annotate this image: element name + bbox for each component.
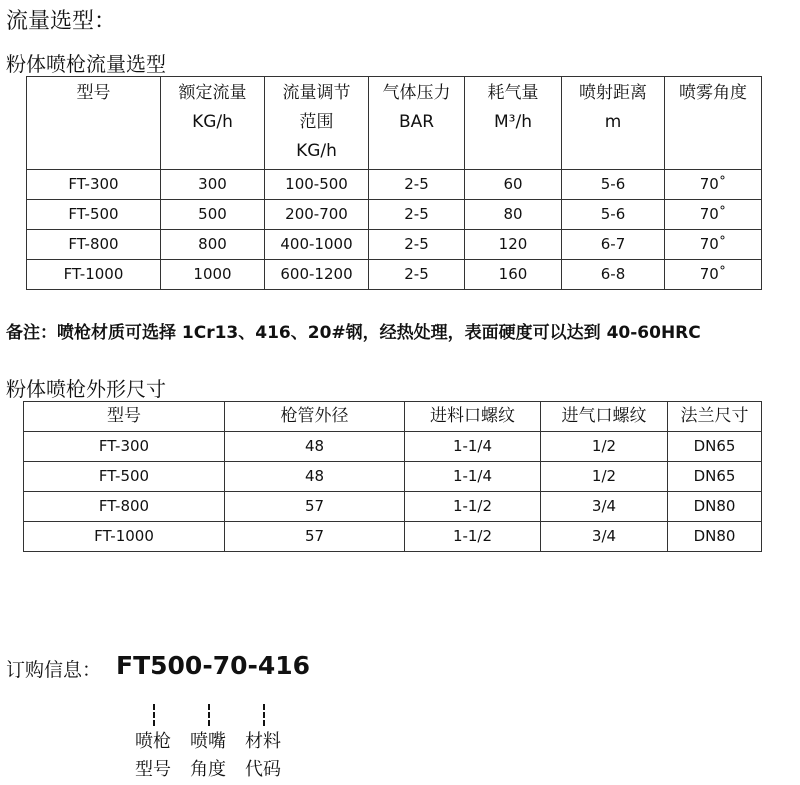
table-cell: 1/2: [541, 462, 668, 492]
table-row: [27, 200, 762, 230]
table-cell: 500: [161, 200, 265, 230]
flow-selection-table: [26, 76, 762, 290]
column-header: 进气口螺纹: [541, 402, 668, 432]
table-cell: 1/2: [541, 432, 668, 462]
table-cell: 120: [465, 230, 562, 260]
column-header: 进料口螺纹: [405, 402, 541, 432]
column-header: 喷雾角度: [665, 77, 762, 170]
table-header-row: [27, 77, 762, 170]
table1-title: 粉体喷枪流量选型: [6, 52, 166, 76]
table-cell: 2-5: [369, 200, 465, 230]
order-info-label: 订购信息：: [6, 659, 102, 681]
column-header: 型号: [27, 77, 161, 170]
material-note: 备注：喷枪材质可选择 1Cr13、416、20#钢，经热处理，表面硬度可以达到 40-60HRC: [6, 323, 701, 343]
table-cell: FT-800: [24, 492, 225, 522]
table-cell: 6-7: [562, 230, 665, 260]
table-cell: DN65: [668, 432, 762, 462]
table-cell: 100-500: [265, 170, 369, 200]
table2-title: 粉体喷枪外形尺寸: [6, 377, 166, 401]
column-header: 耗气量 M³/h: [465, 77, 562, 170]
column-header: 喷射距离 m: [562, 77, 665, 170]
table-cell: 2-5: [369, 260, 465, 290]
legend-spray-angle: 喷嘴 角度: [190, 731, 226, 780]
table-cell: 57: [225, 522, 405, 552]
table-cell: DN80: [668, 492, 762, 522]
table-row: [27, 230, 762, 260]
table-cell: 70˚: [665, 200, 762, 230]
table-cell: 80: [465, 200, 562, 230]
table-cell: 2-5: [369, 230, 465, 260]
table-row: [27, 260, 762, 290]
dimensions-table: [23, 401, 762, 552]
table-cell: 1-1/4: [405, 432, 541, 462]
table-cell: 3/4: [541, 522, 668, 552]
table-cell: FT-300: [24, 432, 225, 462]
table-cell: FT-800: [27, 230, 161, 260]
column-header: 额定流量 KG/h: [161, 77, 265, 170]
table-cell: 3/4: [541, 492, 668, 522]
table-cell: 5-6: [562, 200, 665, 230]
column-header: 流量调节 范围 KG/h: [265, 77, 369, 170]
legend-connector: [153, 704, 155, 726]
order-code-example: FT500-70-416: [116, 651, 311, 680]
table-cell: 200-700: [265, 200, 369, 230]
column-header: 型号: [24, 402, 225, 432]
legend-connector: [263, 704, 265, 726]
table-row: [24, 522, 762, 552]
table-cell: 48: [225, 462, 405, 492]
table-cell: 1000: [161, 260, 265, 290]
table-cell: 400-1000: [265, 230, 369, 260]
table-cell: FT-500: [24, 462, 225, 492]
column-header: 枪管外径: [225, 402, 405, 432]
table-cell: 1-1/2: [405, 492, 541, 522]
table-cell: FT-300: [27, 170, 161, 200]
table-cell: 70˚: [665, 230, 762, 260]
table-cell: 5-6: [562, 170, 665, 200]
table-row: [24, 492, 762, 522]
column-header: 气体压力 BAR: [369, 77, 465, 170]
legend-connector: [208, 704, 210, 726]
table-cell: 6-8: [562, 260, 665, 290]
table-cell: 48: [225, 432, 405, 462]
table-cell: 800: [161, 230, 265, 260]
table-row: [27, 170, 762, 200]
page-heading: 流量选型：: [6, 9, 117, 34]
table-cell: 57: [225, 492, 405, 522]
table-row: [24, 462, 762, 492]
table-cell: 70˚: [665, 170, 762, 200]
table-cell: 600-1200: [265, 260, 369, 290]
table-cell: 300: [161, 170, 265, 200]
legend-nozzle-model: 喷枪 型号: [135, 731, 171, 780]
table-cell: DN65: [668, 462, 762, 492]
table-cell: FT-500: [27, 200, 161, 230]
table-cell: FT-1000: [27, 260, 161, 290]
table-cell: 160: [465, 260, 562, 290]
table-cell: 1-1/2: [405, 522, 541, 552]
legend-material-code: 材料 代码: [245, 731, 281, 780]
table-cell: 60: [465, 170, 562, 200]
table-cell: 70˚: [665, 260, 762, 290]
table-cell: 2-5: [369, 170, 465, 200]
table-cell: DN80: [668, 522, 762, 552]
table-row: [24, 432, 762, 462]
table-cell: 1-1/4: [405, 462, 541, 492]
table-cell: FT-1000: [24, 522, 225, 552]
table-header-row: [24, 402, 762, 432]
column-header: 法兰尺寸: [668, 402, 762, 432]
